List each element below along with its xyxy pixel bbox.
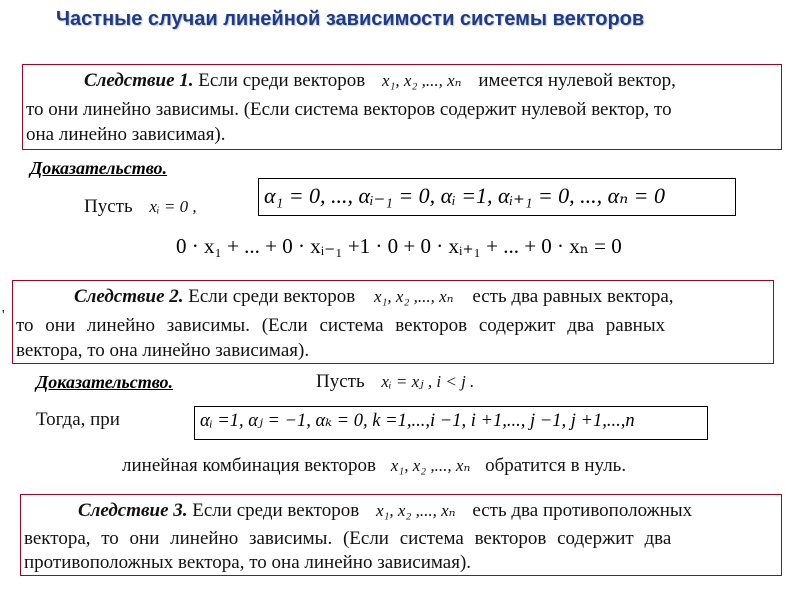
vector-list: x₁, x₂ ,..., xₙ: [375, 501, 456, 520]
proof-2-label: Доказательство.: [36, 372, 174, 392]
proof-1-let: Пусть xᵢ = 0 ,: [84, 196, 197, 217]
corollary-1-head: Следствие 1.: [84, 70, 194, 91]
corollary-3-line-3: противоположных вектора, то она линейно зависимая).: [24, 552, 472, 573]
proof-1-combination: 0 · x₁ + ... + 0 · xᵢ₋₁ +1 · 0 + 0 · xᵢ₊₁ + ... + 0 · xₙ = 0: [176, 234, 622, 258]
proof-1-condition: xᵢ = 0 ,: [149, 197, 197, 216]
corollary-1-line-2: то они линейно зависимы. (Если система векторов содержит нулевой вектор, то: [26, 99, 672, 120]
proof-2-result: линейная комбинация векторов x₁, x₂ ,..., xₙ обратится в нуль.: [122, 455, 627, 476]
corollary-2-line-3: вектора, то она линейно зависимая).: [16, 340, 310, 361]
corollary-3-head: Следствие 3.: [78, 500, 188, 521]
proof-2-let: Пусть xᵢ = xⱼ , i < j .: [316, 371, 475, 392]
corollary-1-line-3: она линейно зависимая).: [26, 124, 226, 145]
proof-2-condition: xᵢ = xⱼ , i < j .: [381, 372, 475, 391]
proof-2-alphas: αᵢ =1, αⱼ = −1, αₖ = 0, k =1,...,i −1, i +1,..., j −1, j +1,...,n: [200, 411, 635, 431]
vector-list: x₁, x₂ ,..., xₙ: [373, 287, 454, 306]
corollary-3-line-2: вектора, то они линейно зависимы. (Если система векторов содержит два: [24, 528, 672, 549]
page-title: Частные случаи линейной зависимости системы векторов: [56, 8, 645, 30]
proof-1-alphas: α₁ = 0, ..., αᵢ₋₁ = 0, αᵢ =1, αᵢ₊₁ = 0, ..., αₙ = 0: [264, 183, 665, 208]
vector-list: x₁, x₂ ,..., xₙ: [390, 456, 471, 475]
corollary-3-line-1: Следствие 3. Если среди векторов x₁, x₂ ,..., xₙ есть два противоположных: [78, 500, 693, 521]
corollary-1-line-1: Следствие 1. Если среди векторов x₁, x₂ ,..., xₙ имеется нулевой вектор,: [84, 70, 676, 91]
corollary-2-line-1: Следствие 2. Если среди векторов x₁, x₂ ,..., xₙ есть два равных вектора,: [74, 286, 674, 307]
proof-2-then: Тогда, при: [36, 409, 120, 430]
vector-list: x₁, x₂ ,..., xₙ: [381, 71, 462, 90]
proof-1-label: Доказательство.: [30, 158, 168, 178]
corollary-2-head: Следствие 2.: [74, 286, 184, 307]
tick-mark: ': [2, 308, 5, 323]
corollary-2-line-2: то они линейно зависимы. (Если система векторов содержит два равных: [16, 315, 666, 336]
